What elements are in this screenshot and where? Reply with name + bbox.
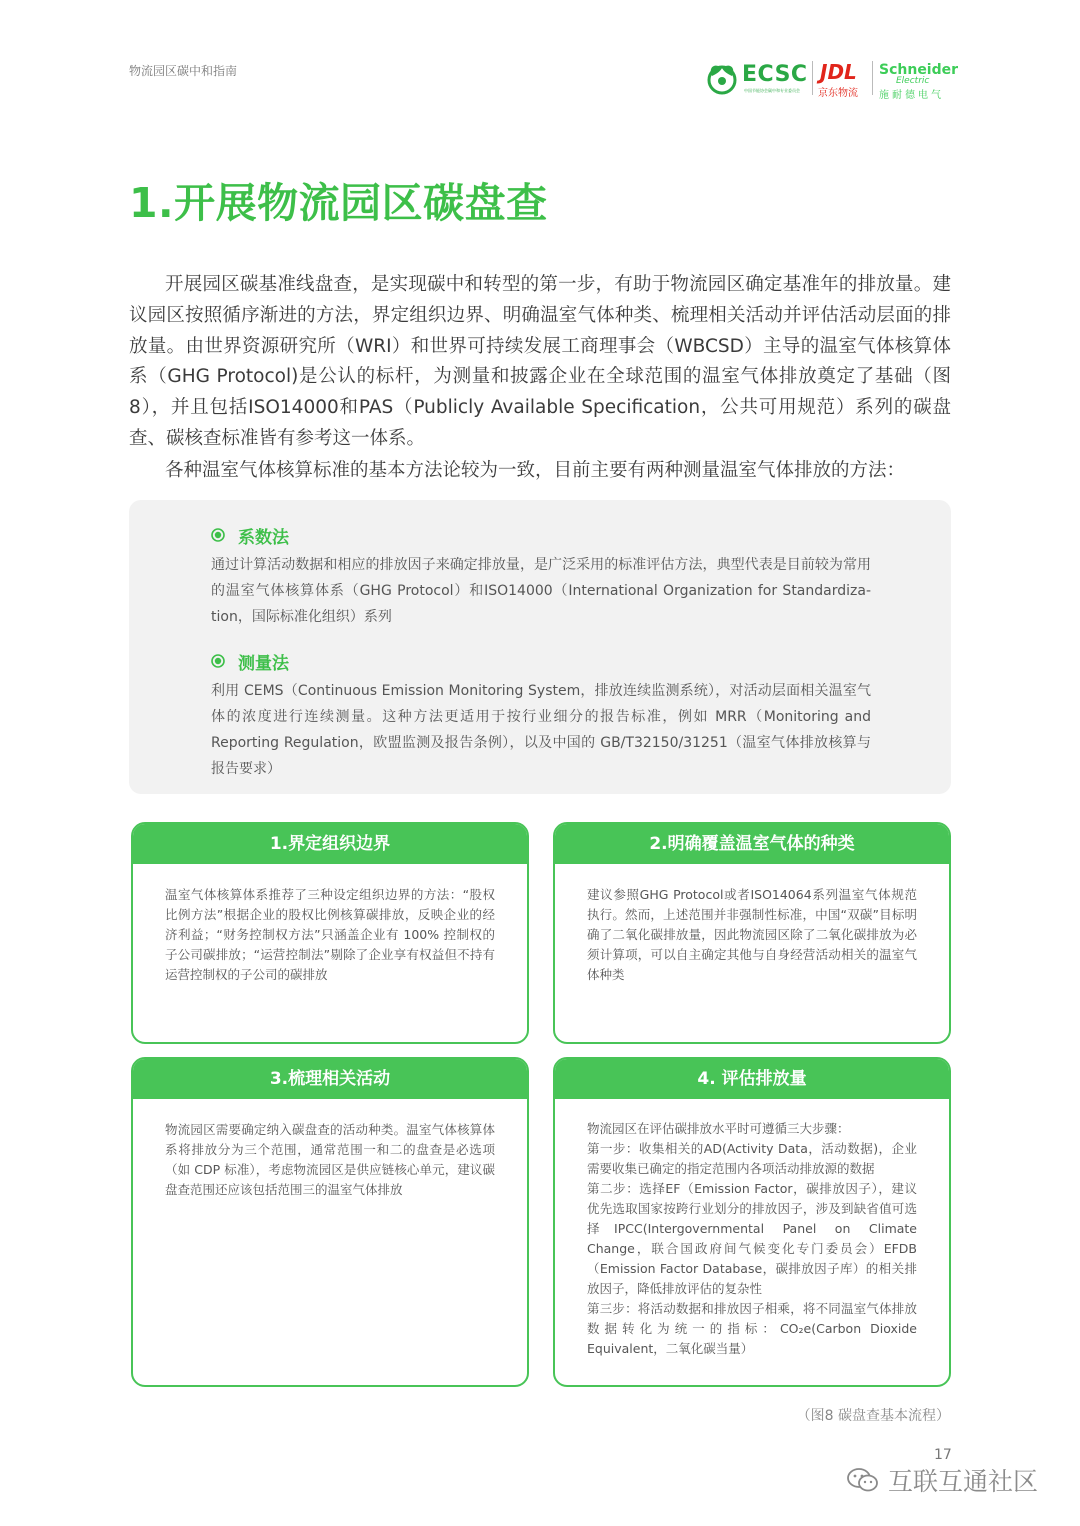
- methods-box: [129, 500, 951, 794]
- methods-intro-paragraph: 各种温室气体核算标准的基本方法论较为一致，目前主要有两种测量温室气体排放的方法：: [165, 460, 906, 481]
- figure-caption: （图8 碳盘查基本流程）: [796, 1408, 950, 1424]
- watermark: [846, 1462, 1038, 1498]
- step-intro: 物流园区在评估碳排放水平时可遵循三大步骤：: [587, 1121, 850, 1136]
- card-activities: [131, 1057, 529, 1387]
- schneider-logo-sub: Electric: [896, 76, 930, 86]
- page-number: 17: [934, 1447, 952, 1463]
- card-body: 温室气体核算体系推荐了三种设定组织边界的方法：“股权比例方法”根据企业的股权比例核算碳排放，反映企业的经济利益；“财务控制权方法”只涵盖企业有 100% 控制权的子公司碳排放；“运营控制法”剔除了企业享有权益但不持有运营控制权的子公司的碳排放: [165, 887, 495, 982]
- card-title: 2.明确覆盖温室气体的种类: [555, 824, 949, 864]
- intro-paragraph: 开展园区碳基准线盘查，是实现碳中和转型的第一步，有助于物流园区确定基准年的排放量。建议园区按照循序渐进的方法，界定组织边界、明确温室气体种类、梳理相关活动并评估活动层面的排放量。由世界资源研究所（WRI）和世界可持续发展工商理事会（WBCSD）主导的温室气体核算体系（GHG Protocol)是公认的标杆，为测量和披露企业在全球范围的温室气体排放奠定了基础（图8），并且包括ISO14000和PAS（Publicly Available Specification，公共可用规范）系列的碳盘查、碳核查标准皆有参考这一体系。: [129, 274, 951, 449]
- card-title: 1.界定组织边界: [133, 824, 527, 864]
- card-org-boundary: [131, 822, 529, 1044]
- schneider-logo-cn: 施耐德电气: [879, 90, 944, 101]
- card-ghg-types: [553, 822, 951, 1044]
- card-emission-assessment: [553, 1057, 951, 1387]
- ecsc-logo-text: ECSC: [742, 62, 808, 87]
- step-three: 第三步：将活动数据和排放因子相乘，将不同温室气体排放数据转化为统一的指标：CO₂e(Carbon Dioxide Equivalent，二氧化碳当量）: [587, 1301, 917, 1356]
- logo-divider: [872, 61, 873, 95]
- card-body: 物流园区需要确定纳入碳盘查的活动种类。温室气体核算体系将排放分为三个范围，通常范围一和二的盘查是必选项（如 CDP 标准），考虑物流园区是供应链核心单元，建议碳盘查范围还应该包括范围三的温室气体排放: [165, 1122, 495, 1197]
- bullet-icon: [211, 654, 225, 668]
- step-two: 第二步：选择EF（Emission Factor，碳排放因子），建议优先选取国家按跨行业划分的排放因子，涉及到缺省值可选择IPCC(Intergovernmental Panel on Climate Change，联合国政府间气候变化专门委员会）EFDB（Emission Factor Database，碳排放因子库）的相关排放因子，降低排放评估的复杂性: [587, 1181, 917, 1296]
- card-title: 4. 评估排放量: [555, 1059, 949, 1099]
- jdl-logo-text: JDL: [820, 60, 857, 84]
- schneider-logo-text: Schneider: [879, 62, 959, 78]
- jdl-logo-subtitle: 京东物流: [818, 88, 858, 99]
- watermark-text: 互联互通社区: [888, 1467, 1039, 1496]
- ecsc-leaf-icon: [704, 60, 740, 96]
- partner-logos: [704, 58, 959, 101]
- running-title: 物流园区碳中和指南: [129, 64, 238, 78]
- logo-divider: [812, 61, 813, 95]
- card-body: [555, 1099, 949, 1359]
- section-title: 1.开展物流园区碳盘查: [129, 179, 548, 227]
- method-description: 利用 CEMS（Continuous Emission Monitoring System，排放连续监测系统），对活动层面相关温室气体的浓度进行连续测量。这种方法更适用于按行业细分的报告标准，例如 MRR（Monitoring and Reporting Regulation，欧盟监测及报告条例），以及中国的 GB/T32150/31251（温室气体排放核算与报告要求）: [211, 683, 871, 777]
- method-measurement: [211, 648, 871, 782]
- method-title: 测量法: [238, 653, 289, 674]
- card-body: 建议参照GHG Protocol或者ISO14064系列温室气体规范执行。然而，上述范围并非强制性标准，中国“双碳”目标明确了二氧化碳排放量，因此物流园区除了二氧化碳排放为必须计算项，可以自主确定其他与自身经营活动相关的温室气体种类: [587, 887, 917, 982]
- bullet-icon: [211, 528, 225, 542]
- step-one: 第一步：收集相关的AD(Activity Data，活动数据)，企业需要收集已确定的指定范围内各项活动排放源的数据: [587, 1141, 917, 1176]
- card-title: 3.梳理相关活动: [133, 1059, 527, 1099]
- ecsc-logo-subtitle: 中国节能协会碳中和专业委员会: [744, 88, 800, 93]
- method-coefficient: [211, 522, 871, 630]
- method-description: 通过计算活动数据和相应的排放因子来确定排放量，是广泛采用的标准评估方法，典型代表是目前较为常用的温室气体核算体系（GHG Protocol）和ISO14000（International Organization for Standardiza-tion，国际标准化组织）系列: [211, 557, 871, 625]
- wechat-icon: [846, 1466, 880, 1494]
- method-title: 系数法: [238, 527, 289, 548]
